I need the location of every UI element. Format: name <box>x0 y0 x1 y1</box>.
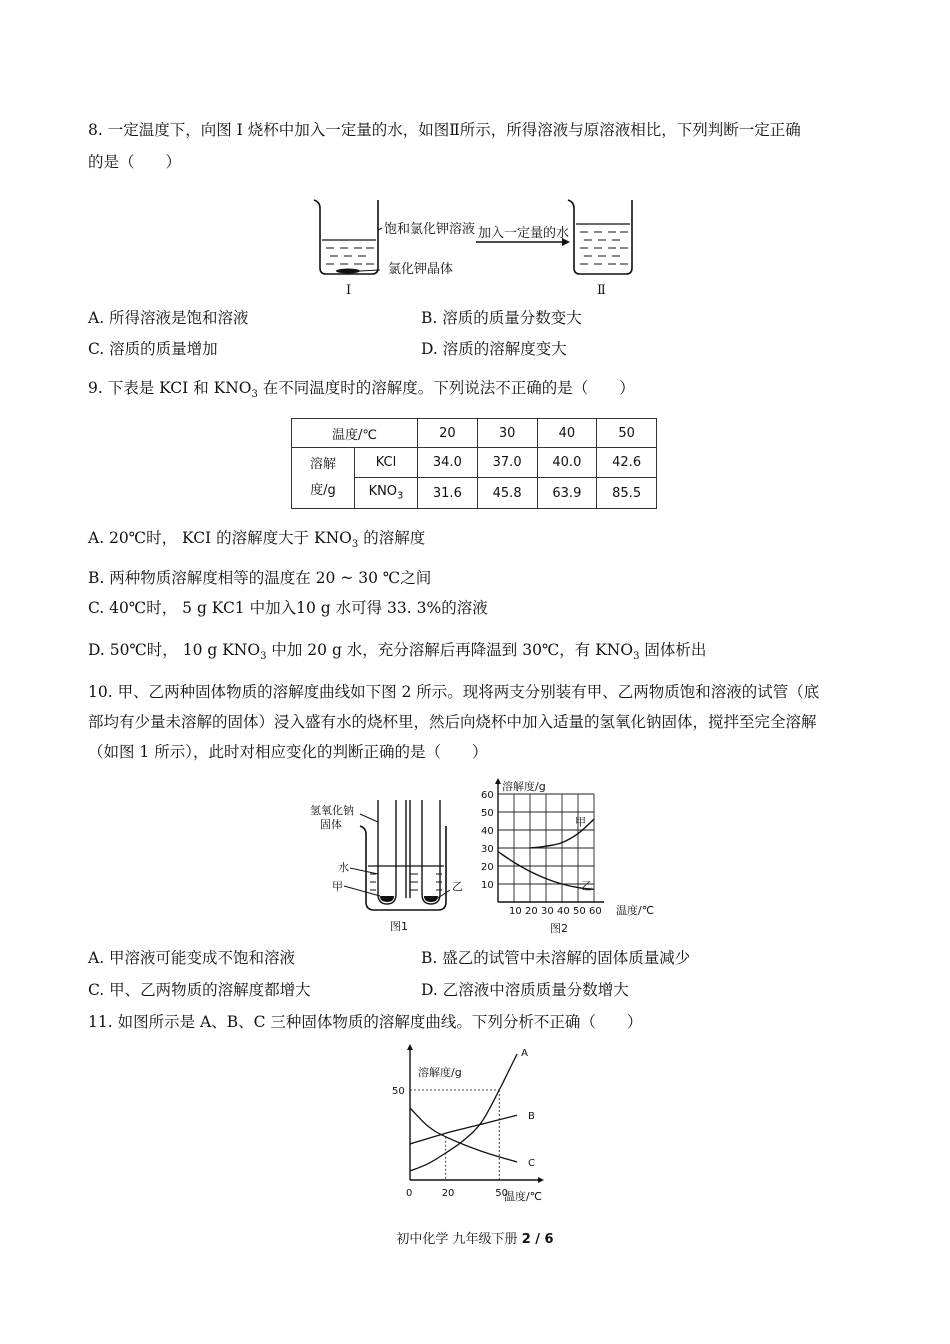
q9-kno3-value: 45.8 <box>477 478 537 509</box>
q11-x-tick-label: 20 <box>441 1188 455 1199</box>
q10-x-tick-label: 10 <box>509 906 522 917</box>
q10-stem-line3: （如图 1 所示），此时对相应变化的判断正确的是（ ） <box>88 743 488 761</box>
q8-option-c: C. 溶质的质量增加 <box>88 340 218 358</box>
q9-kcl-value: 37.0 <box>477 448 537 478</box>
q8-beaker-figure <box>300 192 640 300</box>
q10-option-b: B. 盛乙的试管中未溶解的固体质量减少 <box>421 949 691 967</box>
q9-temp-cell: 50 <box>597 419 657 448</box>
q10-tube-jia <box>378 800 396 904</box>
q9-option-b: B. 两种物质溶解度相等的温度在 20 ~ 30 ℃之间 <box>88 569 432 587</box>
q8-figure-label-1: Ⅰ <box>346 283 352 298</box>
q10-option-c: C. 甲、乙两物质的溶解度都增大 <box>88 981 311 999</box>
q10-series-label: 乙 <box>581 879 593 893</box>
q10-fig2-caption: 图2 <box>550 922 568 935</box>
page-footer: 初中化学 九年级下册 2 / 6 <box>396 1232 554 1247</box>
q8-solution-label: 饱和氯化钾溶液 <box>384 222 476 237</box>
q10-jia-label: 甲 <box>332 880 343 893</box>
q9-kno3-value: 31.6 <box>418 478 478 509</box>
q10-series-label: 甲 <box>575 815 586 829</box>
q11-y-tick-label: 50 <box>392 1086 405 1097</box>
q10-fig1-caption: 图1 <box>390 920 408 933</box>
q9-option-d: D. 50℃时， 10 g $KNO_3$ 中加 20 g 水，充分溶解后再降温到 30℃，有 $KNO_3$ 固体析出 <box>88 641 707 663</box>
q9-kcl-value: 40.0 <box>537 448 597 478</box>
q10-y-tick-label: 10 <box>481 880 494 891</box>
q8-crystal-deposit <box>336 269 360 274</box>
q10-stem-line1: 10. 甲、乙两种固体物质的溶解度曲线如下图 2 所示。现将两支分别装有甲、乙两物质饱和溶液的试管（底 <box>88 683 820 701</box>
q10-chart-ylabel: 溶解度/g <box>502 780 546 793</box>
q10-x-tick-label: 50 <box>573 906 586 917</box>
q9-kcl-value: 34.0 <box>418 448 478 478</box>
q9-kcl-value: 42.6 <box>597 448 657 478</box>
page-number: 2 / 6 <box>521 1232 554 1247</box>
q11-x-arrow <box>538 1177 544 1183</box>
q10-naoh-label-2: 固体 <box>320 818 342 831</box>
q8-option-d: D. 溶质的溶解度变大 <box>421 340 567 358</box>
q9-solubility-table <box>291 418 657 509</box>
q9-kno3-label: $KNO_3$ <box>355 478 418 509</box>
q10-tube-yi <box>422 800 440 904</box>
q10-chart-xlabel: 温度/℃ <box>616 904 655 917</box>
q10-yi-label: 乙 <box>452 880 463 893</box>
q11-series-label: C <box>528 1158 535 1169</box>
q11-chart-xlabel: 温度/℃ <box>504 1190 543 1203</box>
q9-option-a: A. 20℃时， KCI 的溶解度大于 $KNO_3$ 的溶解度 <box>88 529 426 551</box>
q11-stem: 11. 如图所示是 A、B、C 三种固体物质的溶解度曲线。下列分析不正确（ ） <box>88 1013 643 1031</box>
q11-y-arrow <box>407 1044 413 1050</box>
q8-figure-label-2: Ⅱ <box>597 283 606 298</box>
q9-kno3-value: 85.5 <box>597 478 657 509</box>
q10-water-label: 水 <box>338 861 349 874</box>
q8-crystal-label: 氯化钾晶体 <box>388 262 454 277</box>
q10-y-tick-label: 20 <box>481 862 494 873</box>
q8-stem-line1: 8. 一定温度下，向图 I 烧杯中加入一定量的水，如图Ⅱ所示，所得溶液与原溶液相比，下列判断一定正确 <box>88 121 801 139</box>
q9-stem: 9. 下表是 KCI 和 $KNO_3$ 在不同温度时的溶解度。下列说法不正确的是（ ） <box>88 379 635 401</box>
q10-option-a: A. 甲溶液可能变成不饱和溶液 <box>88 949 296 967</box>
q10-x-tick-label: 20 <box>525 906 538 917</box>
q10-y-tick-label: 30 <box>481 844 494 855</box>
q10-x-tick-label: 60 <box>589 906 602 917</box>
q11-chart <box>380 1040 560 1208</box>
q10-naoh-label: 氢氧化钠 <box>310 804 354 817</box>
q11-chart-ylabel: 溶解度/g <box>418 1066 462 1079</box>
q9-table-header: 温度/℃ <box>292 419 418 448</box>
q10-y-tick-label: 50 <box>481 808 494 819</box>
q8-solution-dashes-1 <box>326 248 374 264</box>
q11-series-label: B <box>528 1111 535 1123</box>
q9-kno3-value: 63.9 <box>537 478 597 509</box>
q11-x-tick-label: 0 <box>406 1188 413 1199</box>
q9-option-c: C. 40℃时， 5 g KC1 中加入10 g 水可得 33. 3%的溶液 <box>88 599 488 617</box>
q8-option-b: B. 溶质的质量分数变大 <box>421 309 582 327</box>
q10-figure-1 <box>310 798 470 936</box>
q9-temp-cell: 40 <box>537 419 597 448</box>
q9-row-label: 溶解 度/g <box>292 448 355 509</box>
q9-kcl-label: KCl <box>355 448 418 478</box>
q11-series-label: A <box>521 1048 528 1059</box>
q9-temp-cell: 20 <box>418 419 478 448</box>
q10-figure-2-chart <box>476 776 676 936</box>
q8-arrow-label: 加入一定量的水 <box>478 226 570 241</box>
q11-x-tick-label: 50 <box>495 1188 508 1199</box>
q10-option-d: D. 乙溶液中溶质质量分数增大 <box>421 981 629 999</box>
q11-series-line <box>410 1108 517 1162</box>
q10-y-arrow <box>495 778 501 784</box>
q8-stem-line2: 的是（ ） <box>88 153 182 171</box>
q10-y-tick-label: 40 <box>481 826 494 837</box>
q10-y-tick-label: 60 <box>481 790 494 801</box>
q8-option-a: A. 所得溶液是饱和溶液 <box>88 309 249 327</box>
q10-x-tick-label: 30 <box>541 906 554 917</box>
q8-solution-dashes-2 <box>580 232 628 264</box>
q9-temp-cell: 30 <box>477 419 537 448</box>
q10-x-tick-label: 40 <box>557 906 570 917</box>
q10-stem-line2: 部均有少量未溶解的固体）浸入盛有水的烧杯里，然后向烧杯中加入适量的氢氧化钠固体，搅拌至完全溶解 <box>88 713 817 731</box>
